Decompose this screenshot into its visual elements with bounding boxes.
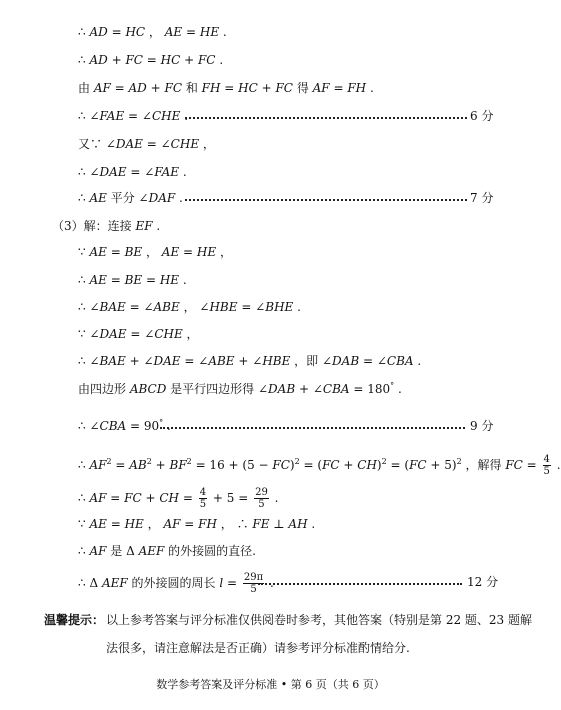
solution-line: ∴ $AF^2 = AB^2 + BF^2 = 16 + (5 - FC)^2 = (FC + CH)^2 = (FC + 5)^2$ ，解得 FC = $\frac{4}{5}$ . <box>78 454 561 477</box>
leader-dots <box>185 115 467 119</box>
score-mark: 9 分 <box>470 419 494 433</box>
score-mark: 6 分 <box>470 109 494 123</box>
page-footer: 数学参考答案及评分标准 • 第 6 页（共 6 页） <box>156 678 385 691</box>
solution-line: ∴ Δ AEF 的外接圆的周长 l = $\frac{29\pi}{5}$ . 12 分 <box>78 572 499 595</box>
note-text: 以上参考答案与评分标准仅供阅卷时参考，其他答案（特别是第 22 题、23 题解 <box>106 613 532 627</box>
leader-dots <box>185 197 467 201</box>
score-mark: 7 分 <box>470 191 494 205</box>
score-mark: 12 分 <box>467 575 499 589</box>
note-title: 温馨提示： <box>44 613 105 627</box>
leader-dots <box>160 425 465 429</box>
leader-dots <box>258 581 462 585</box>
note-text: 法很多，请注意解法是否正确）请参考评分标准酌情给分. <box>106 641 410 655</box>
solution-line: ∴ AF = FC + CH = $\frac{4}{5}$ + 5 = $\frac{29}{5}$ . <box>78 487 279 510</box>
